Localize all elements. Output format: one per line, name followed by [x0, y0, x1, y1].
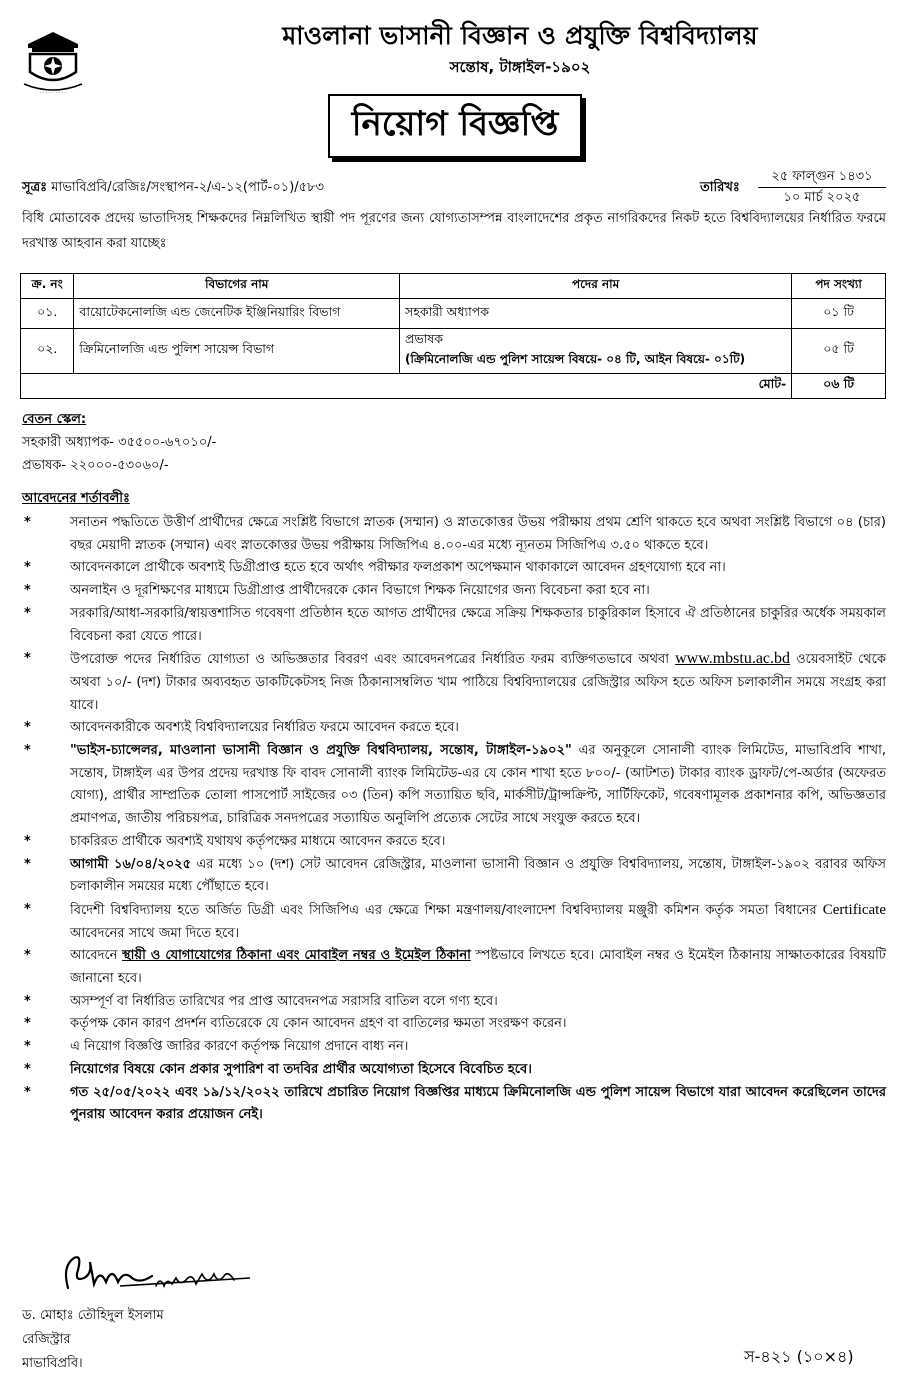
condition-item: [22, 991, 886, 1014]
row-serial: ০২.: [21, 329, 74, 374]
condition-text: সনাতন পদ্ধতিতে উত্তীর্ণ প্রার্থীদের ক্ষেত্রে সংশ্লিষ্ট বিভাগে স্নাতক (সম্মান) ও স্নাতকোত্তর উভয় পরীক্ষায় প্রথম শ্রেণি থাকতে হবে অথবা সংশ্লিষ্ট বিভাগে ০৪ (চার) বছর মেয়াদী স্নাতক (সম্মান) এবং স্নাতকোত্তর উভয় পরীক্ষায় সিজিপিএ ৪.০০-এর মধ্যে ন্যূনতম সিজিপিএ ৩.৫০ থাকতে হবে।: [70, 515, 886, 553]
notice-title: নিয়োগ বিজ্ঞপ্তি: [351, 103, 559, 144]
condition-text: [70, 945, 886, 990]
pay-scale-line: সহকারী অধ্যাপক- ৩৫৫০০-৬৭০১০/-: [22, 435, 217, 450]
university-address: সন্তোষ, টাঙ্গাইল-১৯০২: [449, 58, 591, 76]
condition-text: [70, 740, 886, 831]
row-department: বায়োটেকনোলজি এন্ড জেনেটিক ইঞ্জিনিয়ারিং বিভাগ: [74, 299, 400, 329]
condition-text: অনলাইন ও দূরশিক্ষণের মাধ্যমে ডিগ্রীপ্রাপ্ত প্রার্থীদেরকে কোন বিভাগে শিক্ষক নিয়োগের জন্য বিবেচনা করা হবে না।: [70, 583, 650, 599]
condition-text: কর্তৃপক্ষ কোন কারণ প্রদর্শন ব্যতিরেকে যে কোন আবেদন গ্রহণ বা বাতিলের ক্ষমতা সংরক্ষণ করেন।: [70, 1016, 567, 1032]
table-row: [21, 299, 886, 329]
condition-text: এ নিয়োগ বিজ্ঞপ্তি জারির কারণে কর্তৃপক্ষ নিয়োগ প্রদানে বাধ্য নন।: [70, 1039, 409, 1055]
condition-item: [22, 945, 886, 990]
date-divider: [758, 187, 886, 188]
bullet-icon: *: [24, 1084, 31, 1100]
bullet-icon: *: [24, 743, 31, 759]
condition-text: [70, 899, 886, 945]
memo-label: সূত্রঃ: [22, 180, 48, 195]
condition-text: অসম্পূর্ণ বা নির্ধারিত তারিখের পর প্রাপ্ত আবেদনপত্র সরাসরি বাতিল বলে গণ্য হবে।: [70, 993, 498, 1009]
condition-text: চাকরিরত প্রার্থীকে অবশ্যই যথাযথ কর্তৃপক্ষের মাধ্যমে আবেদন করতে হবে।: [70, 833, 446, 849]
row-post-detail: (ক্রিমিনোলজি এন্ড পুলিশ সায়েন্স বিষয়ে- ০৪ টি, আইন বিষয়ে- ০১টি): [405, 352, 746, 366]
condition-item: [22, 512, 886, 557]
table-header-row: [21, 274, 886, 299]
row-post-cell: [400, 329, 792, 374]
row-department: ক্রিমিনোলজি এন্ড পুলিশ সায়েন্স বিভাগ: [74, 329, 400, 374]
university-name: মাওলানা ভাসানী বিজ্ঞান ও প্রযুক্তি বিশ্ববিদ্যালয়: [282, 21, 758, 50]
condition-text: আবেদনকালে প্রার্থীকে অবশ্যই ডিগ্রীপ্রাপ্ত হতে হবে অর্থাৎ পরীক্ষার ফলপ্রকাশ অপেক্ষমান থাকাকালে আবেদন গ্রহণযোগ্য হবে না।: [70, 560, 726, 576]
condition-item: [22, 557, 886, 580]
total-label: মোট-: [21, 374, 792, 399]
condition-text-part: ওয়েবসাইট থেকে অথবা ১০/- (দশ) টাকার অব্যবহৃত ডাকটিকেটসহ নিজ ঠিকানাসম্বলিত খাম পাঠিয়ে বিশ্ববিদ্যালয়ের রেজিস্ট্রার অফিস হতে অফিস চলাকালীন সময়ে সংগ্রহ করা যাবে।: [70, 652, 886, 713]
table-row: [21, 329, 886, 374]
conditions-heading: আবেদনের শর্তাবলীঃ: [22, 491, 130, 506]
memo-reference: [22, 178, 324, 199]
condition-text: নিয়োগের বিষয়ে কোন প্রকার সুপারিশ বা তদবির প্রার্থীর অযোগ্যতা হিসেবে বিবেচিত হবে।: [70, 1061, 532, 1077]
condition-item: [22, 740, 886, 831]
svg-text:· · · · · · · · ·: · · · · · · · · ·: [39, 90, 67, 96]
col-header-post: পদের নাম: [400, 274, 792, 299]
condition-text-part: বিদেশী বিশ্ববিদ্যালয় হতে অর্জিত ডিগ্রী এবং সিজিপিএ এর ক্ষেত্রে শিক্ষা মন্ত্রণালয়/বাংলাদেশ বিশ্ববিদ্যালয় মঞ্জুরী কমিশন কর্তৃক সমতা বিধানের: [70, 902, 817, 918]
condition-item: [22, 648, 886, 717]
condition-text-part: স্পষ্টভাবে লিখতে হবে। মোবাইল নম্বর ও ইমেইল ঠিকানায় সাক্ষাতকারের বিষয়টি জানানো হবে।: [70, 948, 886, 987]
reference-code: স-৪২১ (১০×৪): [744, 1347, 854, 1366]
condition-text-part: এর মধ্যে ১০ (দশ) সেট আবেদন রেজিস্ট্রার, মাওলানা ভাসানী বিজ্ঞান ও প্রযুক্তি বিশ্ববিদ্যালয়, সন্তোষ, টাঙ্গাইল-১৯০২ বরাবর অফিস চলাকালীন সময়ের মধ্যে পৌঁছাতে হবে।: [70, 856, 886, 895]
date-label: তারিখঃ: [700, 180, 740, 195]
row-count: ০১ টি: [792, 299, 886, 329]
posts-table: [20, 273, 886, 399]
condition-item: [22, 603, 886, 648]
row-serial: ০১.: [21, 299, 74, 329]
date-bangla: ২৫ ফাল্গুন ১৪৩১: [771, 169, 873, 184]
condition-text-part: উপরোক্ত পদের নির্ধারিত যোগ্যতা ও অভিজ্ঞতার বিবরণ এবং আবেদনপত্রের নির্ধারিত ফরম ব্যক্তিগতভাবে অথবা: [70, 652, 670, 668]
signatory-designation: রেজিস্ট্রার: [22, 1332, 71, 1347]
address-requirement: স্থায়ী ও যোগাযোগের ঠিকানা এবং মোবাইল নম্বর ও ইমেইল ঠিকানা: [122, 948, 471, 964]
pay-scale: [22, 408, 216, 477]
bullet-icon: *: [24, 833, 31, 849]
bullet-icon: *: [24, 856, 31, 872]
date-box: [758, 168, 886, 207]
condition-item: [22, 1036, 886, 1059]
date-english: ১০ মার্চ ২০২৫: [783, 190, 861, 205]
payee-name: "ভাইস-চ্যান্সেলর, মাওলানা ভাসানী বিজ্ঞান ও প্রযুক্তি বিশ্ববিদ্যালয়, সন্তোষ, টাঙ্গাইল-১৯০২": [70, 743, 572, 759]
bullet-icon: *: [24, 720, 31, 736]
website-link[interactable]: www.mbstu.ac.bd: [675, 650, 791, 668]
signatory-name: ড. মোহাঃ তৌহিদুল ইসলাম: [22, 1308, 164, 1323]
col-header-serial: ক্র. নং: [21, 274, 74, 299]
signatory-institution: মাভাবিপ্রবি।: [22, 1356, 83, 1371]
condition-text: [70, 854, 886, 899]
condition-item: [22, 580, 886, 603]
notice-title-box: [328, 94, 582, 158]
pay-scale-heading: বেতন স্কেল:: [22, 412, 87, 427]
bullet-icon: *: [24, 651, 31, 667]
condition-item: [22, 899, 886, 945]
bullet-icon: *: [24, 1016, 31, 1032]
condition-item: [22, 1013, 886, 1036]
intro-paragraph: বিধি মোতাবেক প্রদেয় ভাতাদিসহ শিক্ষকদের নিম্নলিখিত স্থায়ী পদ পূরণের জন্য যোগ্যতাসম্পন্ন বাংলাদেশের প্রকৃত নাগরিকদের নিকট হতে বিশ্ববিদ্যালয়ের নির্ধারিত ফরমে দরখাস্ত আহবান করা যাচ্ছেঃ: [22, 211, 886, 251]
condition-item: [22, 1059, 886, 1082]
row-post: প্রভাষক: [405, 331, 443, 346]
col-header-count: পদ সংখ্যা: [792, 274, 886, 299]
condition-item: [22, 831, 886, 854]
pay-scale-line: প্রভাষক- ২২০০০-৫৩০৬০/-: [22, 458, 169, 473]
condition-text-part: এর অনুকূলে সোনালী ব্যাংক লিমিটেড, মাভাবিপ্রবি শাখা, সন্তোষ, টাঙ্গাইল এর উপর প্রদেয় দরখাস্ত ফি বাবদ সোনালী ব্যাংক লিমিটেড-এর যে কোন শাখা হতে ৮০০/- (আটশত) টাকার ব্যাংক ড্রাফট/পে-অর্ডার (অফেরত যোগ্য), প্রার্থীর সাম্প্রতিক তোলা পাসপোর্ট সাইজের ০৩ (তিন) কপি সত্যায়িত ছবি, মার্কসীট/ট্রান্সক্রিপ্ট, সার্টিফিকেট, গবেষণামূলক প্রকাশনার কপি, অভিজ্ঞতার প্রমাণপত্র, জাতীয় পরিচয়পত্র, চারিত্রিক সনদপত্রের সত্যায়িত অনুলিপি প্রত্যেক সেটের সাথে সংযুক্ত করতে হবে।: [70, 743, 886, 827]
total-value: ০৬ টি: [792, 374, 886, 399]
condition-item: [22, 1082, 886, 1127]
memo-number: মাভাবিপ্রবি/রেজিঃ/সংস্থাপন-২/এ-১২(পার্ট-০১)/৫৮৩: [51, 180, 324, 195]
condition-text: গত ২৫/০৫/২০২২ এবং ১৯/১২/২০২২ তারিখে প্রচারিত নিয়োগ বিজ্ঞপ্তির মাধ্যমে ক্রিমিনোলজি এন্ড পুলিশ সায়েন্স বিভাগে যারা আবেদন করেছিলেন তাদের পুনরায় আবেদন করার প্রয়োজন নেই।: [70, 1084, 886, 1123]
table-total-row: [21, 374, 886, 399]
bullet-icon: *: [24, 1039, 31, 1055]
bullet-icon: *: [24, 901, 31, 917]
row-count: ০৫ টি: [792, 329, 886, 374]
bullet-icon: *: [24, 948, 31, 964]
university-logo: [18, 14, 88, 98]
bullet-icon: *: [24, 560, 31, 576]
condition-text: আবেদনকারীকে অবশ্যই বিশ্ববিদ্যালয়ের নির্ধারিত ফরমে আবেদন করতে হবে।: [70, 720, 459, 736]
col-header-department: বিভাগের নাম: [74, 274, 400, 299]
condition-item: [22, 717, 886, 740]
handwritten-signature: [60, 1248, 280, 1300]
bullet-icon: *: [24, 1061, 31, 1077]
condition-text-part: আবেদনের সাথে জমা দিতে হবে।: [70, 925, 240, 941]
bullet-icon: *: [24, 515, 31, 530]
row-post: সহকারী অধ্যাপক: [400, 299, 792, 329]
bullet-icon: *: [24, 605, 31, 621]
signatory-block: [22, 1304, 164, 1376]
condition-text: সরকারি/আধা-সরকারি/স্বায়ত্তশাসিত গবেষণা প্রতিষ্ঠান হতে আগত প্রার্থীদের ক্ষেত্রে সক্রিয় শিক্ষকতার চাকুরিকাল হিসাবে ঐ প্রতিষ্ঠানের চাকুরির অর্ধেক সময়কাল বিবেচনা করা যেতে পারে।: [70, 605, 886, 644]
conditions-list: [22, 512, 886, 1127]
bullet-icon: *: [24, 583, 31, 599]
condition-item: [22, 854, 886, 899]
condition-text-part: আবেদনে: [70, 948, 118, 964]
deadline: আগামী ১৬/০৪/২০২৫: [70, 856, 192, 872]
condition-text: [70, 648, 886, 717]
bullet-icon: *: [24, 993, 31, 1009]
certificate-word: Certificate: [822, 901, 886, 918]
